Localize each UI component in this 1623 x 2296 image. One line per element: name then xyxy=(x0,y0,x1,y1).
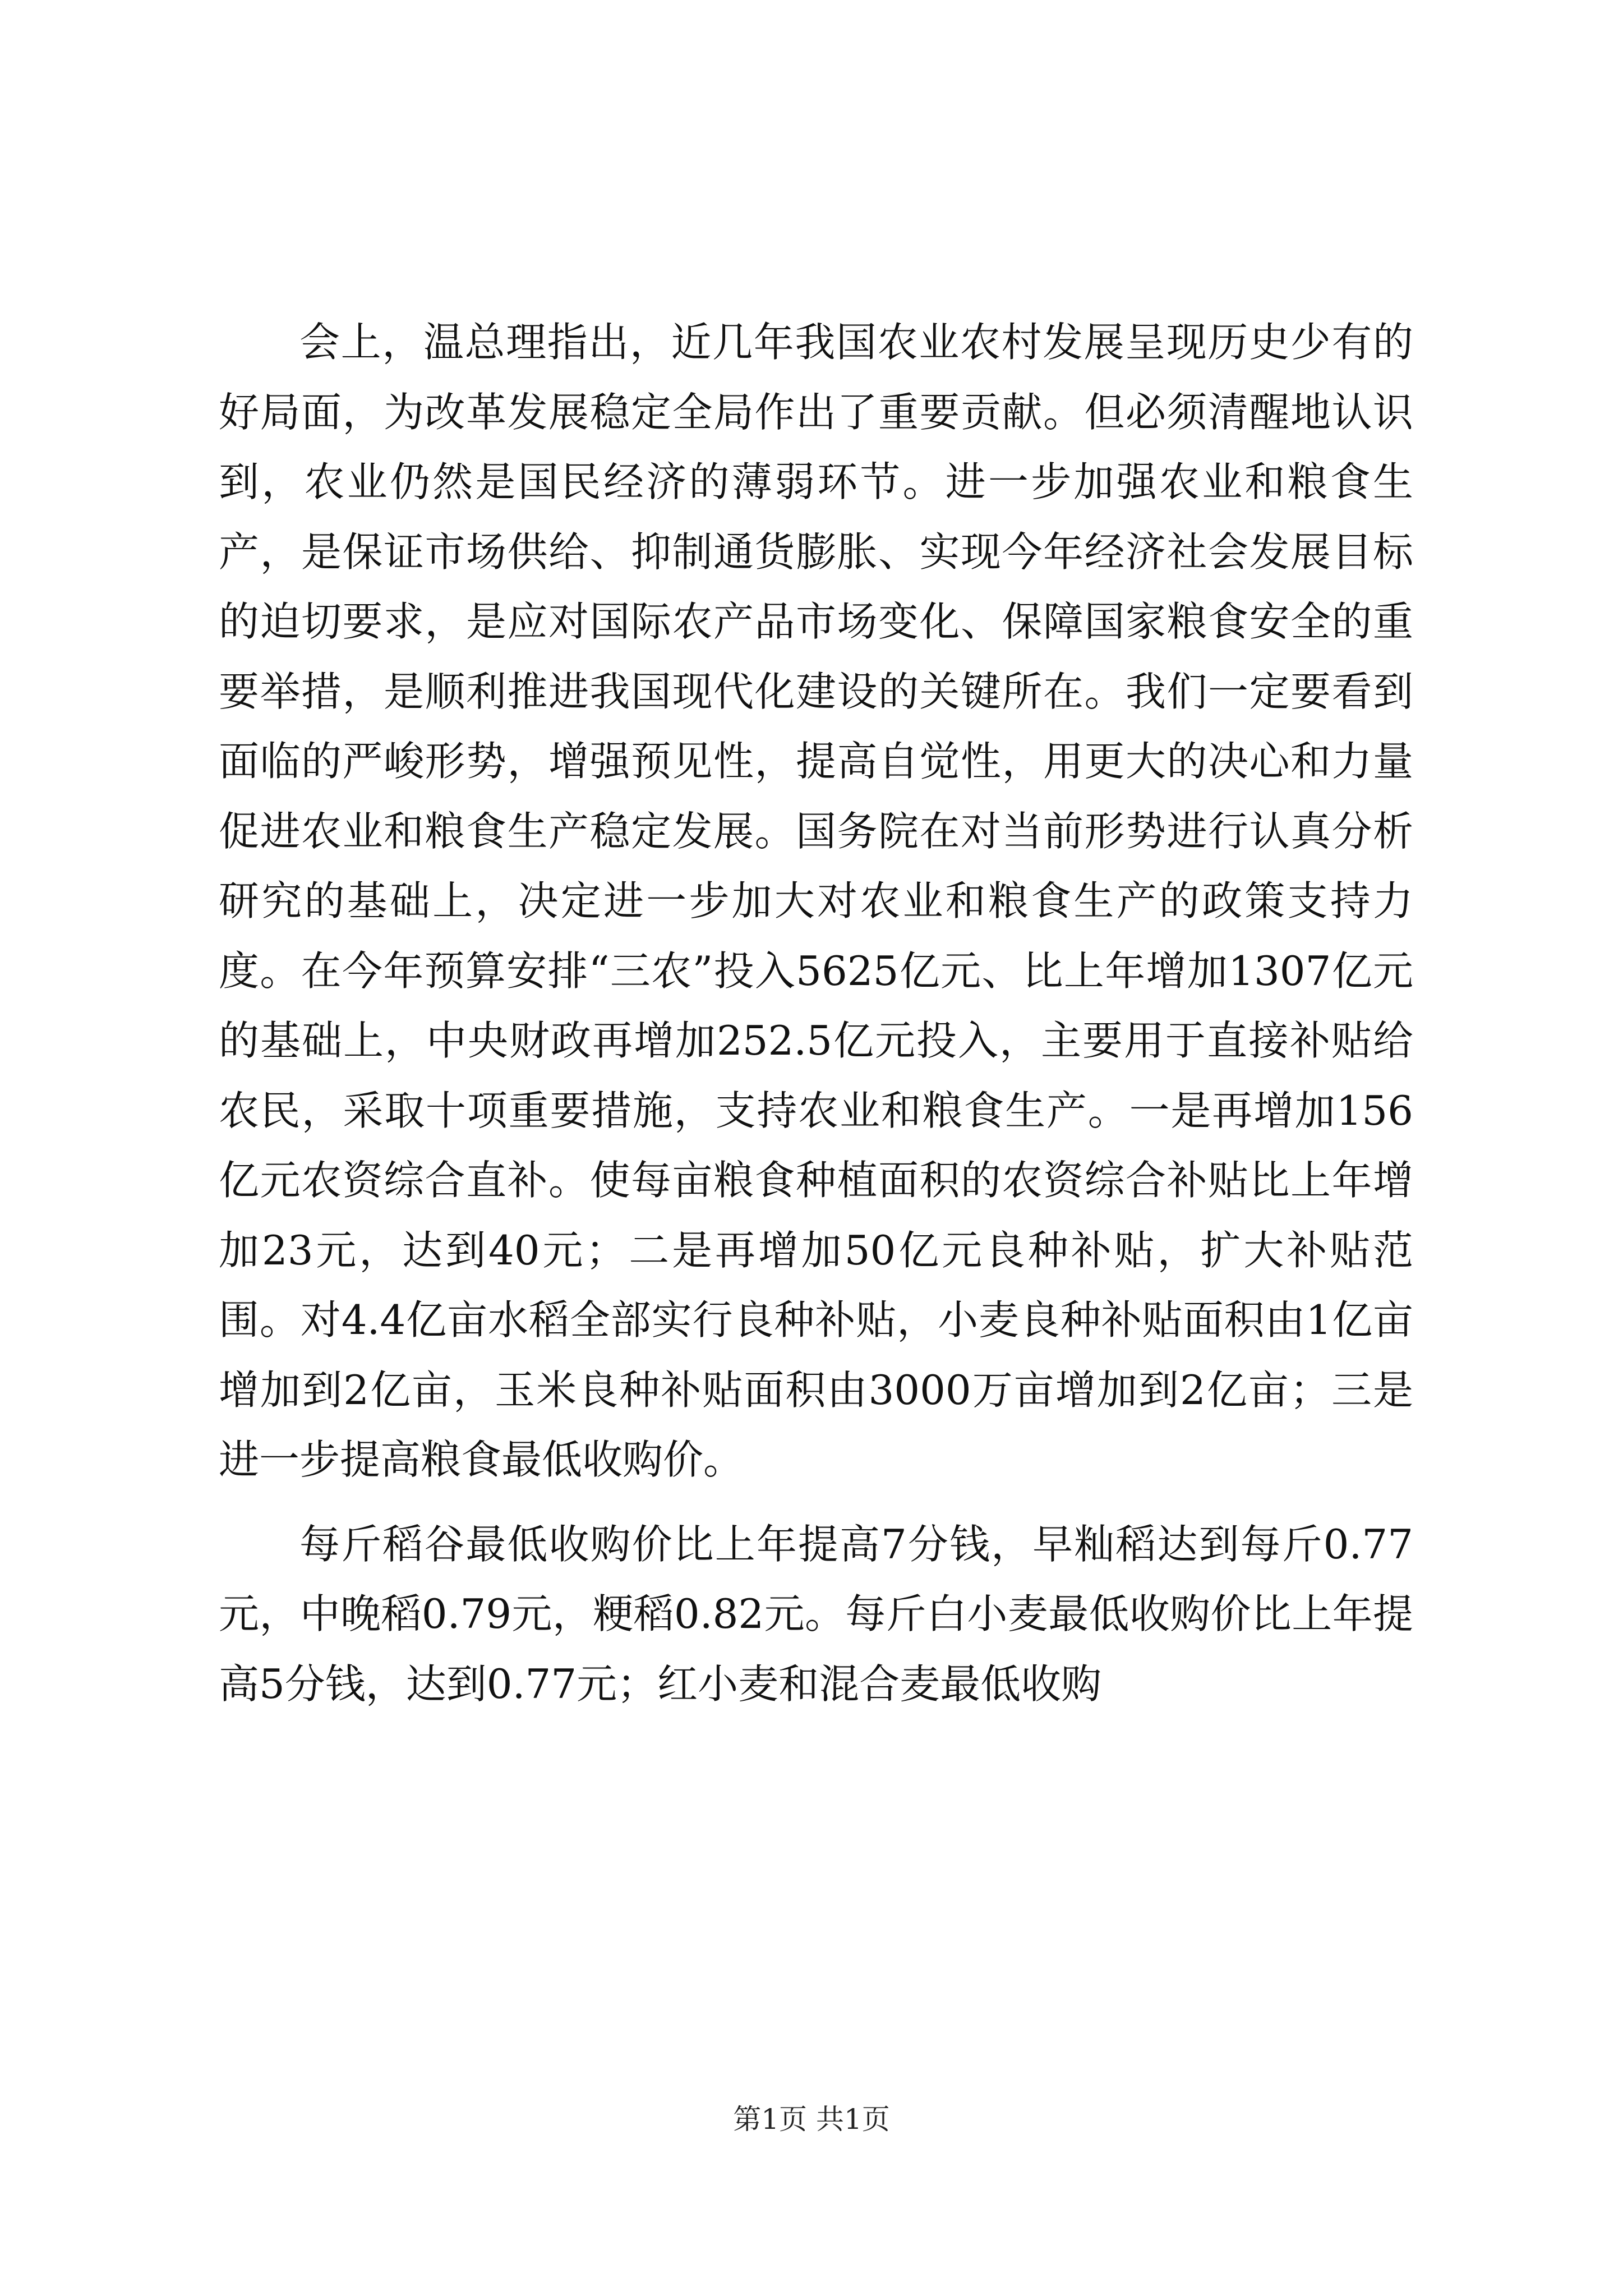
document-body xyxy=(219,307,1413,1733)
page-footer: 第1页 共1页 xyxy=(733,2103,890,2136)
paragraph-2: 每斤稻谷最低收购价比上年提高7分钱，早籼稻达到每斤0.77元，中晚稻0.79元，粳稻0.82元。每斤白小麦最低收购价比上年提高5分钱，达到0.77元；红小麦和混合麦最低收购 xyxy=(219,1520,1413,1708)
paragraph-1: 会上，温总理指出，近几年我国农业农村发展呈现历史少有的好局面，为改革发展稳定全局作出了重要贡献。但必须清醒地认识到，农业仍然是国民经济的薄弱环节。进一步加强农业和粮食生产，是保证市场供给、抑制通货膨胀、实现今年经济社会发展目标的迫切要求，是应对国际农产品市场变化、保障国家粮食安全的重要举措，是顺利推进我国现代化建设的关键所在。我们一定要看到面临的严峻形势，增强预见性，提高自觉性，用更大的决心和力量促进农业和粮食生产稳定发展。国务院在对当前形势进行认真分析研究的基础上，决定进一步加大对农业和粮食生产的政策支持力度。在今年预算安排“三农”投入5625亿元、比上年增加1307亿元的基础上，中央财政再增加252.5亿元投入，主要用于直接补贴给农民，采取十项重要措施，支持农业和粮食生产。一是再增加156亿元农资综合直补。使每亩粮食种植面积的农资综合补贴比上年增加23元，达到40元；二是再增加50亿元良种补贴，扩大补贴范围。对4.4亿亩水稻全部实行良种补贴，小麦良种补贴面积由1亿亩增加到2亿亩，玉米良种补贴面积由3000万亩增加到2亿亩；三是进一步提高粮食最低收购价。 xyxy=(219,319,1413,1483)
